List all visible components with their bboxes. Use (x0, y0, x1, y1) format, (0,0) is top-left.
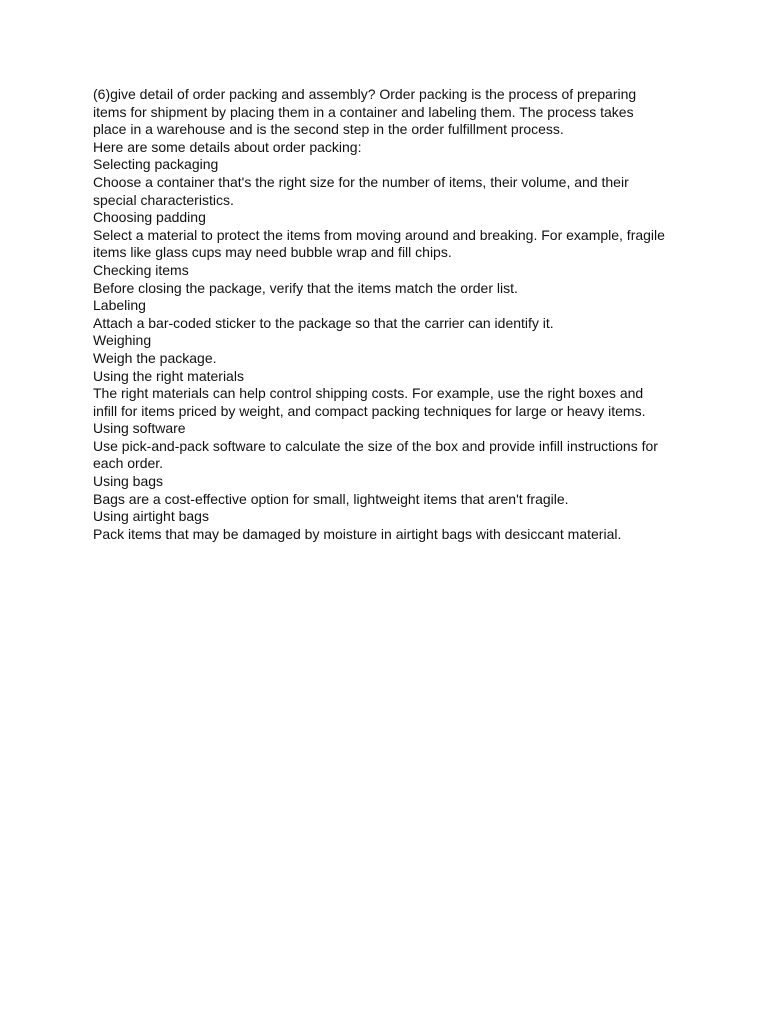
section-heading-labeling: Labeling (93, 297, 146, 314)
section-heading-selecting-packaging: Selecting packaging (93, 156, 219, 173)
section-heading-checking-items: Checking items (93, 261, 189, 278)
text-line: place in a warehouse and is the second step in the order fulfillment process. (93, 121, 564, 138)
section-heading-using-right-materials: Using the right materials (93, 367, 244, 384)
text-line: each order. (93, 455, 164, 472)
section-heading-using-software: Using software (93, 420, 186, 437)
text-line: infill for items priced by weight, and compact packing techniques for large or heavy items. (93, 402, 646, 419)
text-line: Pack items that may be damaged by moisture in airtight bags with desiccant material. (93, 525, 622, 542)
text-line: Before closing the package, verify that the items match the order list. (93, 279, 518, 296)
text-line: The right materials can help control shipping costs. For example, use the right boxes and (93, 385, 644, 402)
text-line: Here are some details about order packing: (93, 138, 362, 155)
text-line: Choose a container that's the right size for the number of items, their volume, and their (93, 173, 629, 190)
text-line: Attach a bar-coded sticker to the package so that the carrier can identify it. (93, 314, 554, 331)
document-page (93, 86, 683, 543)
text-line: special characteristics. (93, 191, 234, 208)
text-line: (6)give detail of order packing and assembly? Order packing is the process of preparing (93, 86, 637, 102)
section-heading-weighing: Weighing (93, 332, 152, 349)
text-line: items like glass cups may need bubble wrap and fill chips. (93, 244, 452, 261)
text-line: Bags are a cost-effective option for small, lightweight items that aren't fragile. (93, 490, 569, 507)
section-heading-using-bags: Using bags (93, 473, 164, 490)
text-line: Use pick-and-pack software to calculate the size of the box and provide infill instructions for (93, 437, 658, 454)
text-line: Select a material to protect the items from moving around and breaking. For example, fragile (93, 226, 665, 243)
section-heading-choosing-padding: Choosing padding (93, 209, 206, 226)
text-line: items for shipment by placing them in a container and labeling them. The process takes (93, 103, 634, 120)
section-heading-using-airtight-bags: Using airtight bags (93, 508, 209, 525)
text-line: Weigh the package. (93, 349, 217, 366)
